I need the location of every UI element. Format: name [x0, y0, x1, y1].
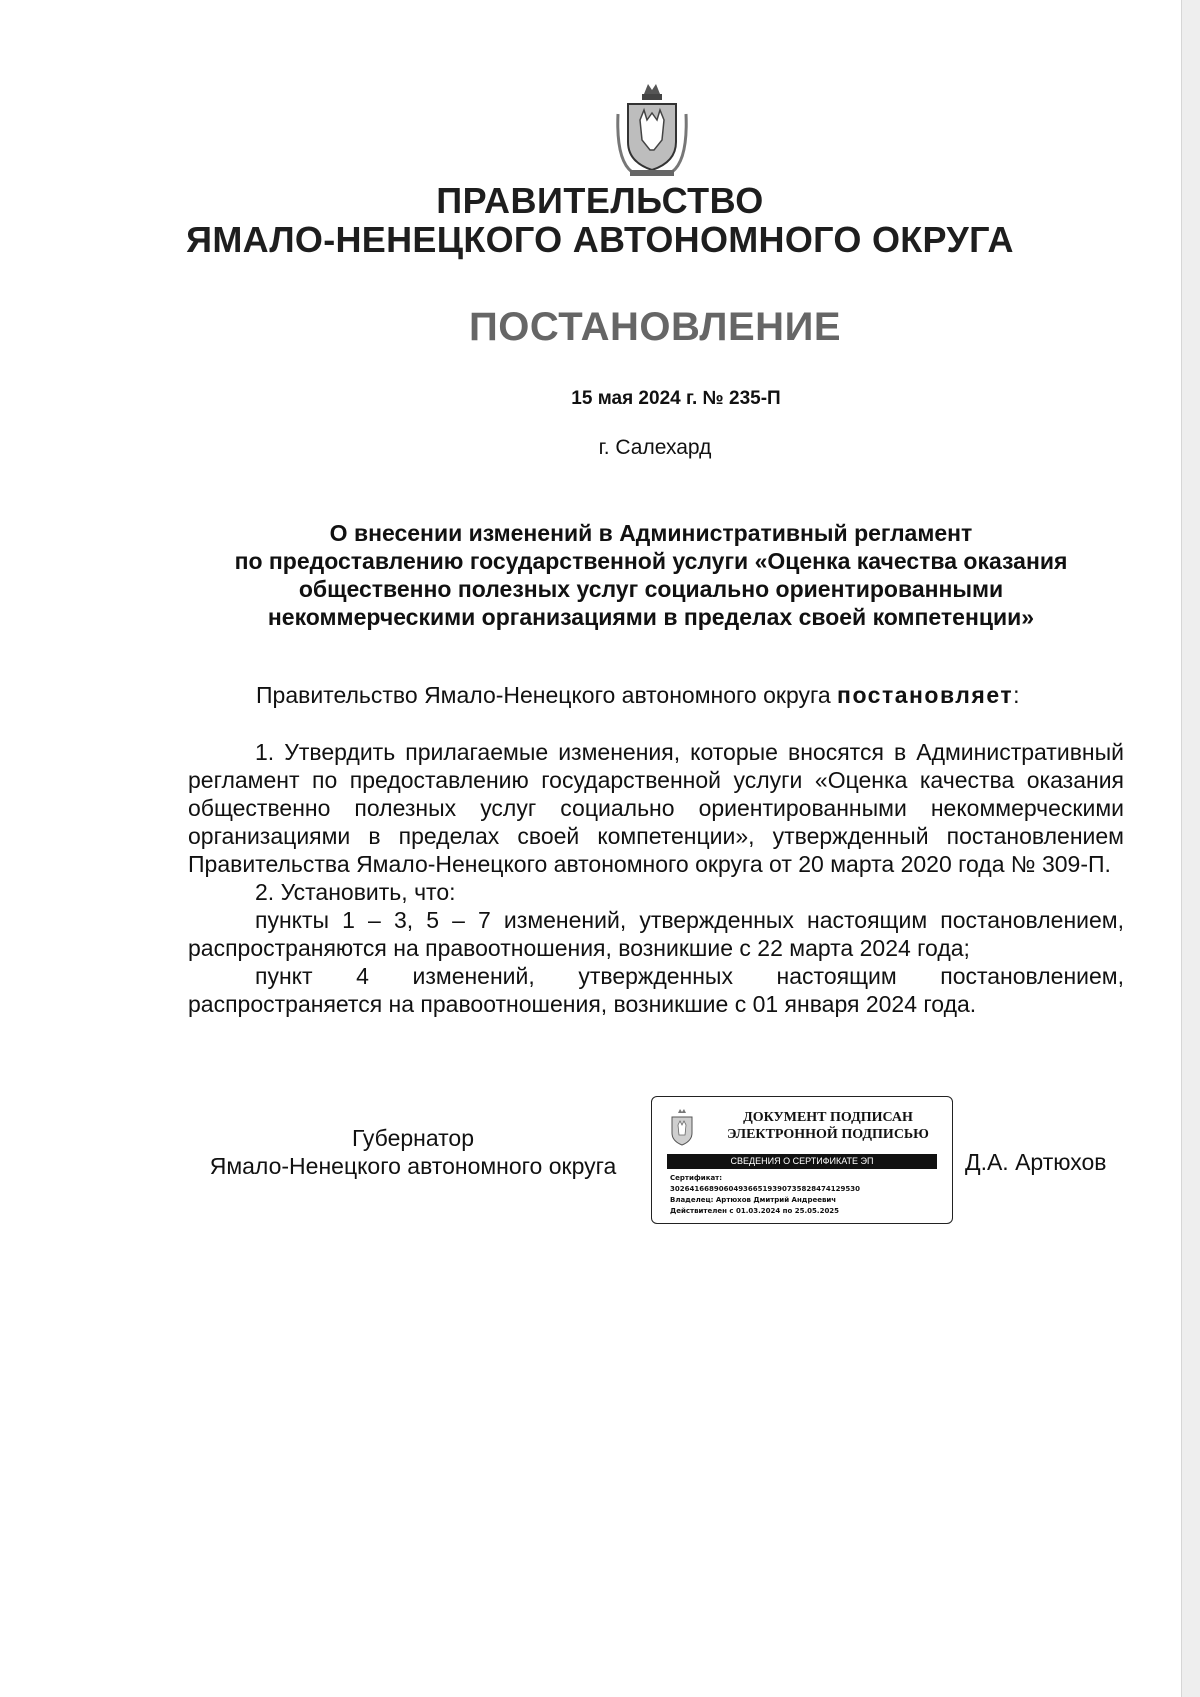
preamble: [256, 682, 1019, 709]
government-title: ПРАВИТЕЛЬСТВО: [436, 180, 764, 221]
stamp-owner: Владелец: Артюхов Дмитрий Андреевич: [670, 1196, 837, 1204]
stamp-title-line: ЭЛЕКТРОННОЙ ПОДПИСЬЮ: [727, 1127, 929, 1142]
subject-line: общественно полезных услуг социально ориентированными: [298, 576, 1004, 602]
subject-line: О внесении изменений в Административный регламент: [329, 520, 973, 546]
coat-of-arms-icon: [614, 80, 690, 180]
preamble-tail: :: [1013, 682, 1020, 708]
electronic-signature-stamp: [651, 1096, 953, 1224]
government-region: ЯМАЛО-НЕНЕЦКОГО АВТОНОМНОГО ОКРУГА: [186, 219, 1014, 260]
stamp-title: [710, 1109, 946, 1143]
document-type: ПОСТАНОВЛЕНИЕ: [468, 305, 841, 349]
stamp-emblem-icon: [667, 1109, 697, 1147]
stamp-cert-details: [670, 1173, 860, 1217]
paragraph-3: пункты 1 – 3, 5 – 7 изменений, утвержденных настоящим постановлением, распространяются на правоотношения, возникшие с 22 марта 2024 года;: [188, 907, 1124, 961]
preamble-emphasis: постановляет: [837, 682, 1014, 708]
subject-line: по предоставлению государственной услуги «Оценка качества оказания: [234, 548, 1068, 574]
date-and-number: 15 мая 2024 г. № 235-П: [571, 388, 781, 409]
subject-line: некоммерческими организациями в пределах своей компетенции»: [267, 604, 1035, 630]
stamp-cert-label: Сертификат:: [670, 1174, 723, 1182]
paragraph-4: пункт 4 изменений, утвержденных настоящим постановлением, распространяется на правоотношения, возникшие с 01 января 2024 года.: [188, 963, 1124, 1017]
document-body: [188, 738, 1124, 1018]
preamble-text: Правительство Ямало-Ненецкого автономного округа: [256, 682, 838, 708]
document-subject: [186, 519, 1116, 631]
stamp-title-line: ДОКУМЕНТ ПОДПИСАН: [743, 1110, 913, 1125]
paragraph-1: 1. Утвердить прилагаемые изменения, которые вносятся в Административный регламент по предоставлению государственной услуги «Оценка качества оказания общественно полезных услуг социально ориентированными некоммерческими организациями в пределах своей компетенции», утвержденный постановлением Правительства Ямало-Ненецкого автономного округа от 20 марта 2020 года № 309-П.: [188, 739, 1124, 877]
signatory-name: Д.А. Артюхов: [965, 1149, 1107, 1175]
stamp-cert-header: СВЕДЕНИЯ О СЕРТИФИКАТЕ ЭП: [667, 1154, 937, 1169]
city: г. Салехард: [598, 436, 712, 459]
signatory-region: Ямало-Ненецкого автономного округа: [209, 1153, 617, 1179]
signatory-position: Губернатор: [351, 1125, 475, 1151]
paragraph-2: 2. Установить, что:: [255, 879, 456, 905]
stamp-validity: Действителен с 01.03.2024 по 25.05.2025: [670, 1207, 840, 1215]
signatory-title: [188, 1124, 638, 1180]
stamp-cert-number: 302641668906049366519390735828474129530: [670, 1185, 860, 1193]
